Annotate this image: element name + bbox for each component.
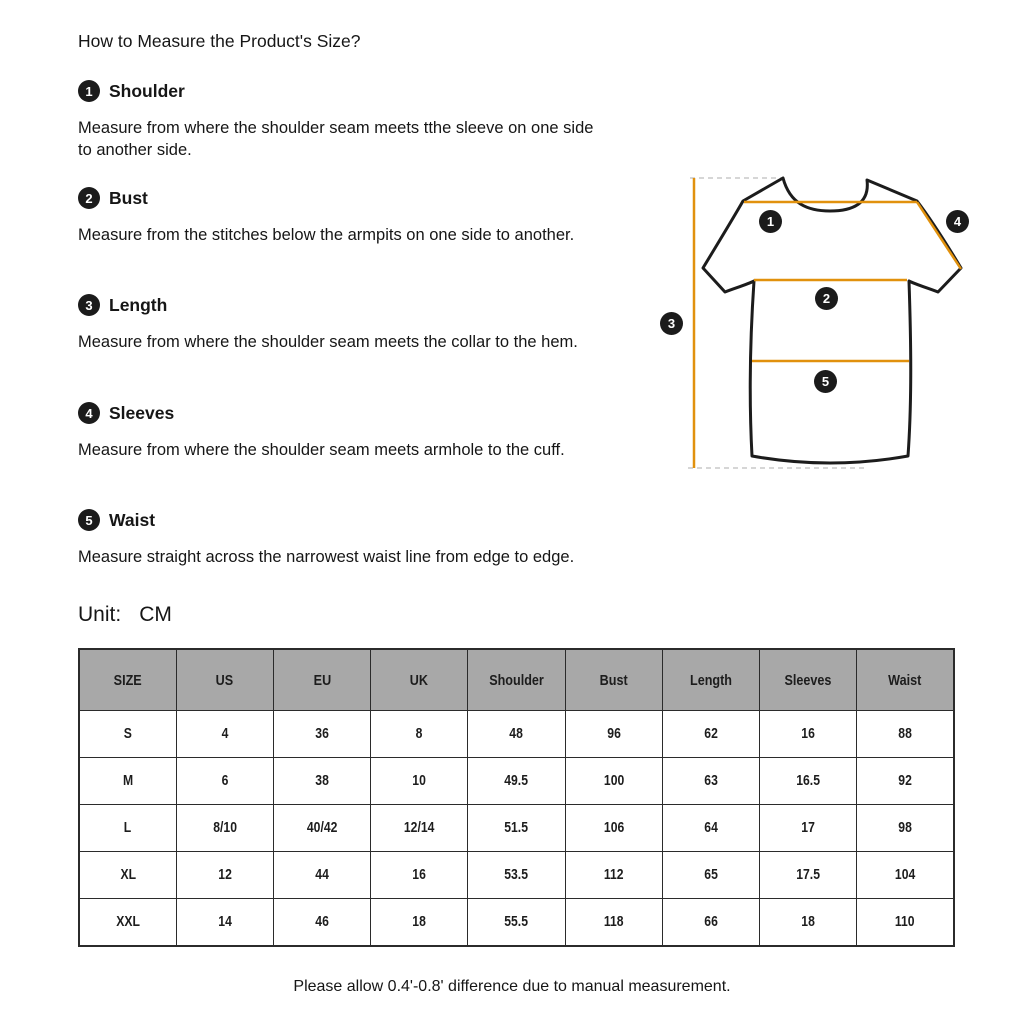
- size-cell: S: [79, 711, 176, 758]
- column-header-shoulder: Shoulder: [468, 649, 565, 711]
- section-sleeves-label: Sleeves: [109, 402, 175, 423]
- step-5-badge: 5: [78, 509, 100, 531]
- unit-line: [78, 603, 172, 627]
- size-cell: 18: [371, 899, 468, 947]
- size-cell: 106: [565, 805, 662, 852]
- size-cell: 6: [176, 758, 273, 805]
- column-header-size: SIZE: [79, 649, 176, 711]
- size-cell: 8: [371, 711, 468, 758]
- column-header-length: Length: [662, 649, 759, 711]
- diagram-marker-shoulder: 1: [759, 210, 782, 233]
- size-cell: 55.5: [468, 899, 565, 947]
- size-cell: 4: [176, 711, 273, 758]
- size-cell: 110: [857, 899, 954, 947]
- size-cell: 12: [176, 852, 273, 899]
- column-header-eu: EU: [273, 649, 370, 711]
- size-cell: 16.5: [760, 758, 857, 805]
- unit-value: CM: [139, 603, 172, 626]
- section-bust-label: Bust: [109, 187, 148, 208]
- section-waist-label: Waist: [109, 509, 156, 530]
- size-chart-table: [78, 648, 955, 947]
- measurement-disclaimer: Please allow 0.4'-0.8' difference due to manual measurement.: [293, 978, 731, 995]
- size-cell: XL: [79, 852, 176, 899]
- step-4-badge: 4: [78, 402, 100, 424]
- section-bust: [78, 187, 610, 246]
- step-3-badge: 3: [78, 294, 100, 316]
- tshirt-outline-illustration: [640, 150, 1024, 490]
- size-cell: 88: [857, 711, 954, 758]
- section-sleeves: [78, 402, 610, 461]
- section-shoulder: [78, 80, 610, 161]
- size-cell: 8/10: [176, 805, 273, 852]
- size-cell: 62: [662, 711, 759, 758]
- section-bust-description: Measure from the stitches below the armpits on one side to another.: [78, 226, 575, 244]
- diagram-marker-waist: 5: [814, 370, 837, 393]
- section-waist-description: Measure straight across the narrowest waist line from edge to edge.: [78, 548, 575, 566]
- size-cell: 63: [662, 758, 759, 805]
- size-cell: 16: [371, 852, 468, 899]
- column-header-waist: Waist: [857, 649, 954, 711]
- size-cell: 14: [176, 899, 273, 947]
- diagram-marker-sleeves: 4: [946, 210, 969, 233]
- size-cell: 17.5: [760, 852, 857, 899]
- size-cell: 92: [857, 758, 954, 805]
- section-length: [78, 294, 610, 353]
- size-cell: 53.5: [468, 852, 565, 899]
- column-header-uk: UK: [371, 649, 468, 711]
- size-row-xxl: [79, 899, 954, 947]
- size-cell: 38: [273, 758, 370, 805]
- diagram-marker-bust: 2: [815, 287, 838, 310]
- size-chart-header-row: [79, 649, 954, 711]
- size-cell: 100: [565, 758, 662, 805]
- size-cell: 51.5: [468, 805, 565, 852]
- size-cell: 48: [468, 711, 565, 758]
- section-shoulder-description: Measure from where the shoulder seam meets tthe sleeve on one side to another side.: [78, 119, 594, 159]
- size-cell: 66: [662, 899, 759, 947]
- size-cell: 10: [371, 758, 468, 805]
- size-cell: 12/14: [371, 805, 468, 852]
- unit-label: Unit:: [78, 603, 122, 626]
- size-row-l: [79, 805, 954, 852]
- step-2-badge: 2: [78, 187, 100, 209]
- size-cell: 118: [565, 899, 662, 947]
- size-cell: 36: [273, 711, 370, 758]
- size-cell: 17: [760, 805, 857, 852]
- size-cell: 18: [760, 899, 857, 947]
- section-shoulder-label: Shoulder: [109, 80, 185, 101]
- size-cell: L: [79, 805, 176, 852]
- section-sleeves-description: Measure from where the shoulder seam meets armhole to the cuff.: [78, 441, 565, 459]
- size-row-m: [79, 758, 954, 805]
- section-waist: [78, 509, 610, 568]
- size-cell: M: [79, 758, 176, 805]
- page-title: How to Measure the Product's Size?: [78, 31, 361, 51]
- size-cell: 104: [857, 852, 954, 899]
- size-cell: 49.5: [468, 758, 565, 805]
- size-row-xl: [79, 852, 954, 899]
- column-header-bust: Bust: [565, 649, 662, 711]
- size-cell: 98: [857, 805, 954, 852]
- diagram-marker-length: 3: [660, 312, 683, 335]
- size-cell: 65: [662, 852, 759, 899]
- size-row-s: [79, 711, 954, 758]
- column-header-sleeves: Sleeves: [760, 649, 857, 711]
- size-cell: XXL: [79, 899, 176, 947]
- section-length-description: Measure from where the shoulder seam meets the collar to the hem.: [78, 333, 578, 351]
- size-cell: 44: [273, 852, 370, 899]
- size-cell: 46: [273, 899, 370, 947]
- size-cell: 112: [565, 852, 662, 899]
- size-cell: 40/42: [273, 805, 370, 852]
- column-header-us: US: [176, 649, 273, 711]
- step-1-badge: 1: [78, 80, 100, 102]
- tshirt-measurement-diagram: [640, 150, 1024, 490]
- section-length-label: Length: [109, 294, 168, 315]
- size-cell: 16: [760, 711, 857, 758]
- size-cell: 96: [565, 711, 662, 758]
- size-cell: 64: [662, 805, 759, 852]
